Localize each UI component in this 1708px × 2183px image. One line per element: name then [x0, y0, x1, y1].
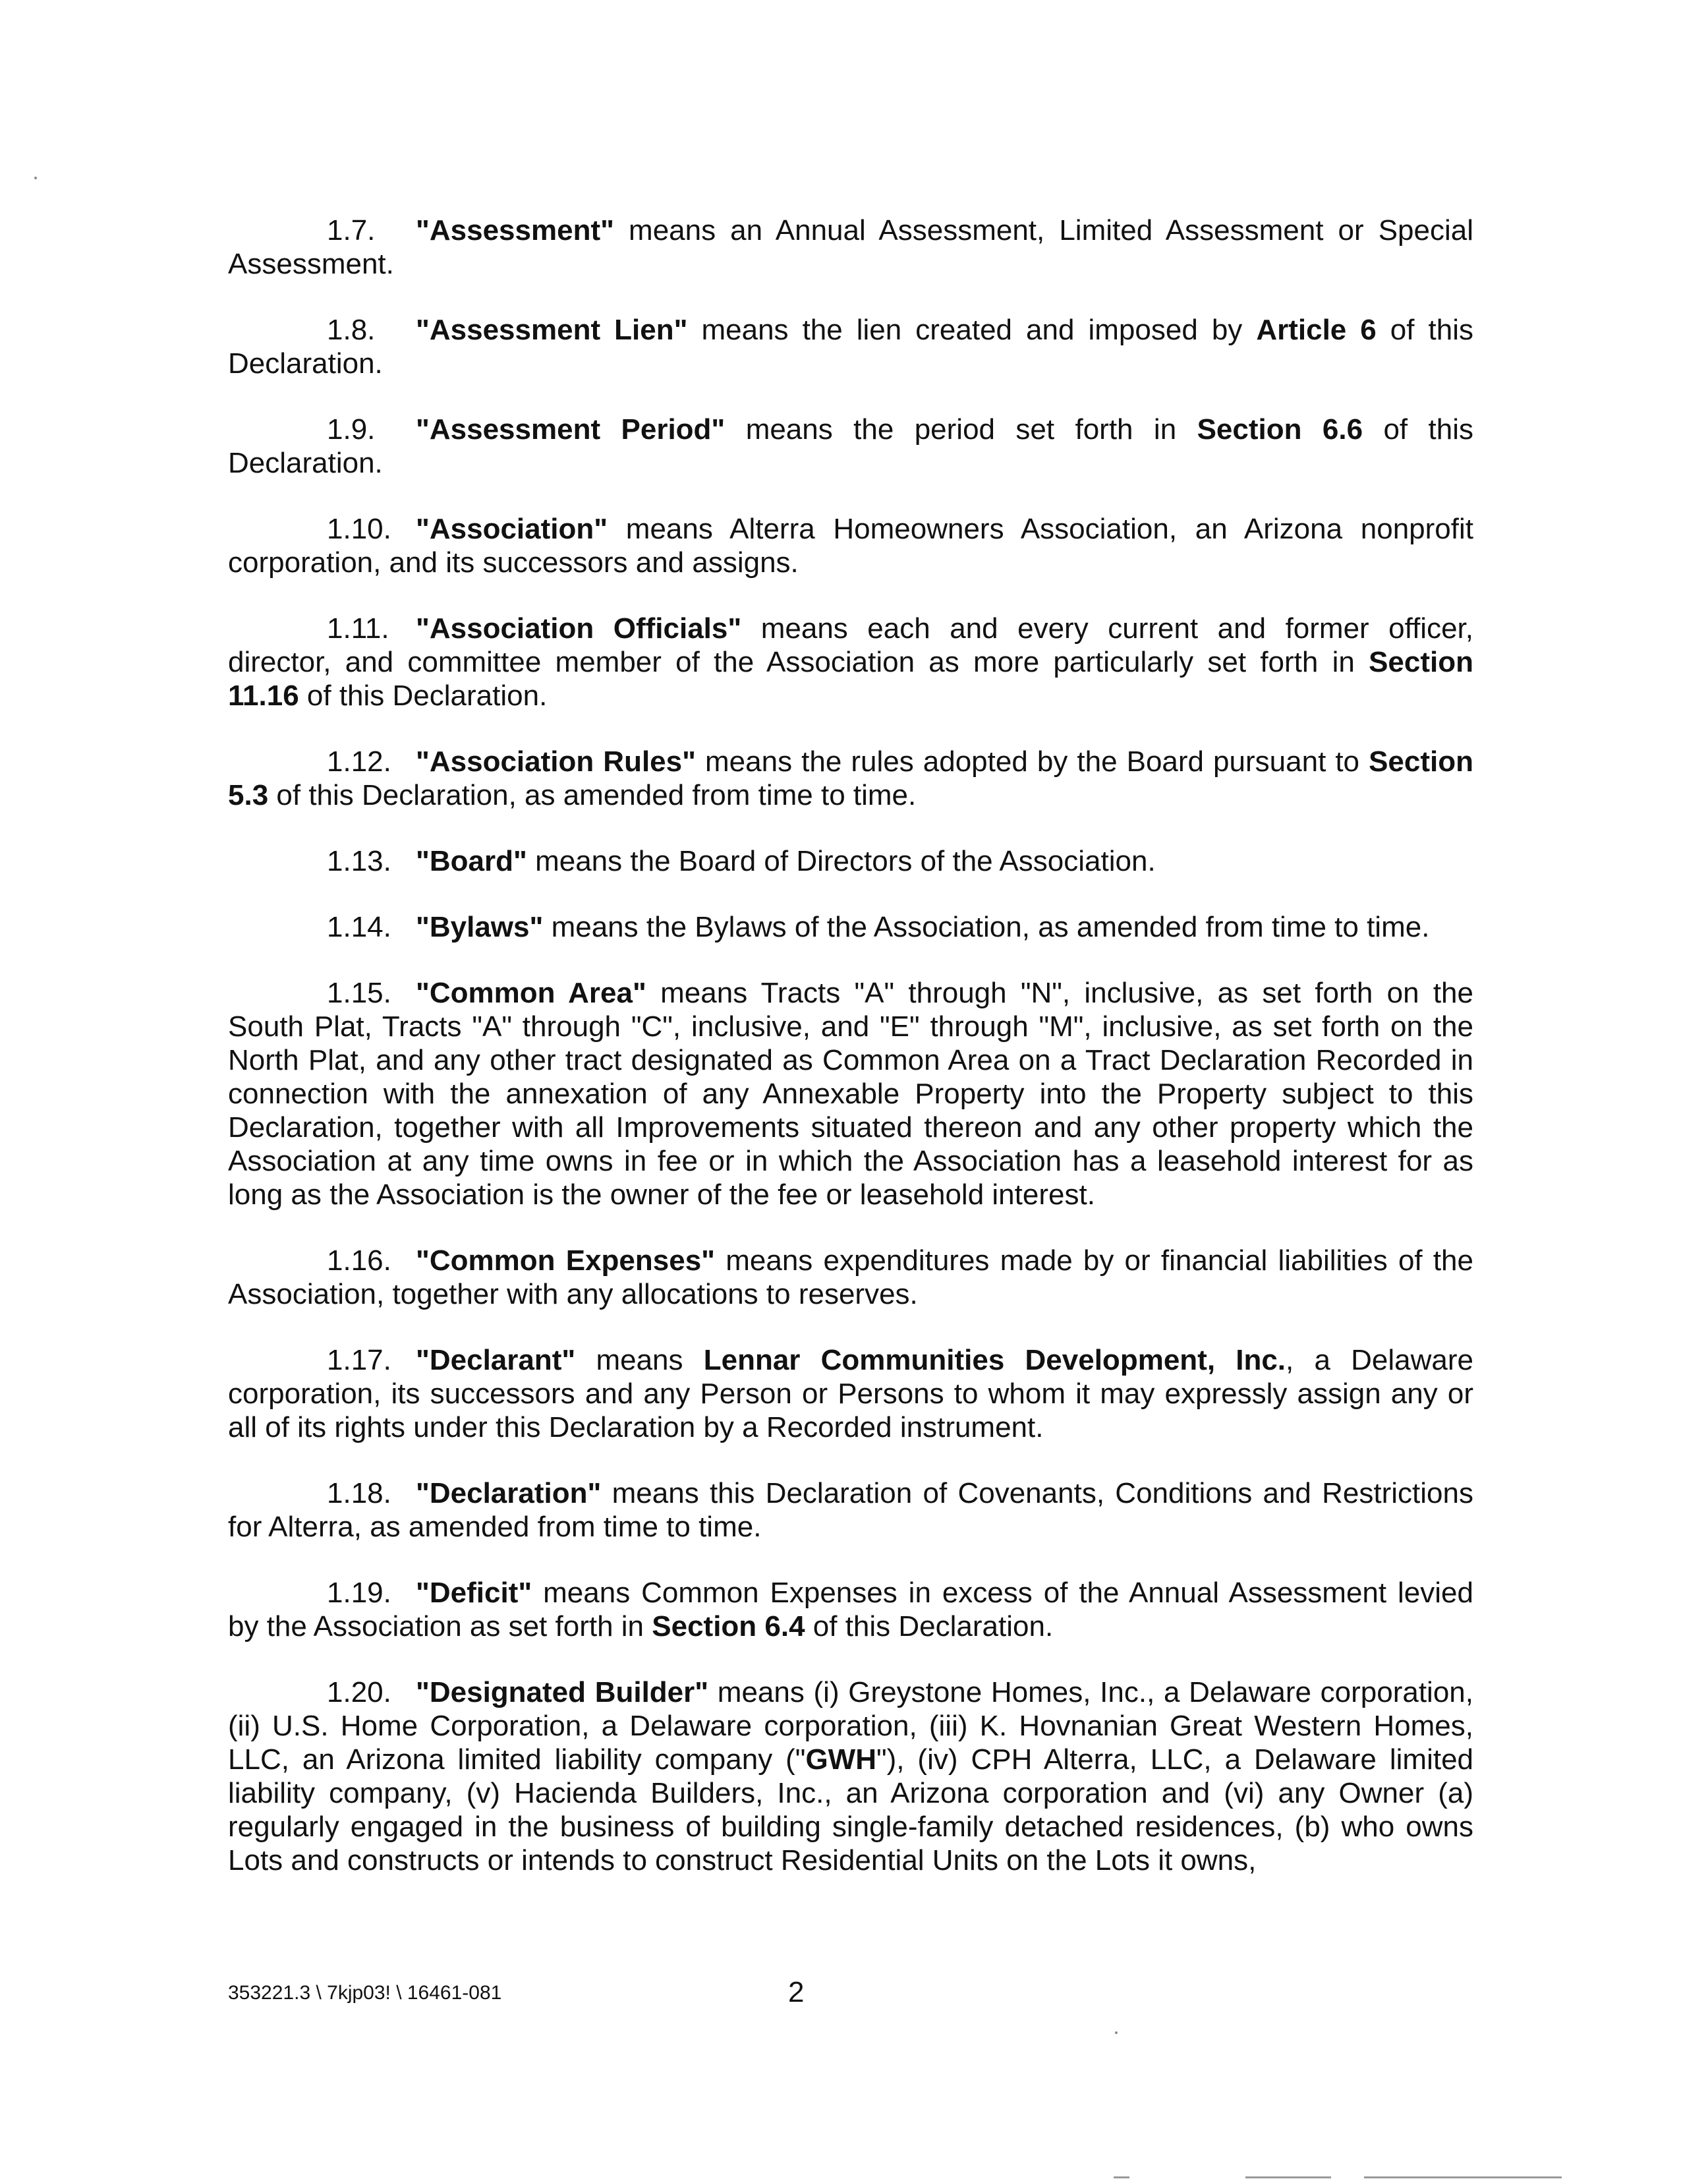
definition-text: of this Declaration, as amended from time to time.	[268, 779, 917, 811]
definition-paragraph	[228, 910, 1473, 944]
definition-text: means the Bylaws of the Association, as amended from time to time.	[543, 911, 1430, 943]
bold-reference: Section 6.4	[652, 1610, 805, 1643]
bold-reference: Lennar Communities Development, Inc.	[703, 1344, 1286, 1376]
definition-paragraph	[228, 1476, 1473, 1544]
defined-term: "Deficit"	[416, 1577, 532, 1609]
section-number: 1.17.	[327, 1344, 391, 1376]
section-number: 1.7.	[327, 214, 376, 247]
definition-text: means the lien created and imposed by	[687, 314, 1257, 346]
definition-text: means expenditures made by or financial liabilities of the Association, together with any allocations to reserves.	[228, 1244, 1473, 1310]
defined-term: "Declaration"	[416, 1477, 602, 1509]
bold-reference: Section 5.3	[228, 745, 1473, 811]
bold-reference: Article 6	[1256, 314, 1377, 346]
footer-document-id: 353221.3 \ 7kjp03! \ 16461-081	[228, 1982, 502, 2004]
definition-text: of this Declaration.	[228, 314, 1473, 380]
scan-artifact	[1114, 2176, 1129, 2178]
section-number: 1.10.	[327, 513, 391, 545]
footer-page-number: 2	[788, 1976, 805, 2008]
scan-artifact	[1115, 2031, 1118, 2034]
definition-paragraph	[228, 512, 1473, 579]
section-number: 1.12.	[327, 745, 391, 778]
definition-paragraph	[228, 745, 1473, 812]
section-number: 1.20.	[327, 1676, 391, 1708]
defined-term: "Declarant"	[416, 1344, 576, 1376]
section-number: 1.13.	[327, 845, 391, 877]
definition-paragraph	[228, 1675, 1473, 1877]
definition-text: means Tracts "A" through "N", inclusive, as set forth on the South Plat, Tracts "A" through "C", inclusive, and "E" through "M", inclusive, as set forth on the North Plat, and any other tract designated as Common Area on a Tract Declaration Recorded in connection with the annexation of any Annexable Property into the Property subject to this Declaration, together with all Improvements situated thereon and any other property which the Association at any time owns in fee or in which the Association has a leasehold interest for as long as the Association is the owner of the fee or leasehold interest.	[228, 977, 1473, 1211]
definition-text: "), (iv) CPH Alterra, LLC, a Delaware limited liability company, (v) Hacienda Builders, Inc., an Arizona corporation and (vi) any Owner (a) regularly engaged in the business of building single-family detached residences, (b) who owns Lots and constructs or intends to construct Residential Units on the Lots it owns,	[228, 1743, 1474, 1877]
defined-term: "Designated Builder"	[416, 1676, 709, 1708]
definition-paragraph	[228, 313, 1473, 380]
defined-term: "Association Officials"	[416, 612, 742, 645]
section-number: 1.14.	[327, 911, 391, 943]
definition-paragraph	[228, 976, 1473, 1211]
section-number: 1.15.	[327, 977, 391, 1009]
bold-reference: Section 11.16	[228, 646, 1473, 712]
definition-paragraph	[228, 1244, 1473, 1311]
section-number: 1.11.	[327, 612, 389, 645]
section-number: 1.16.	[327, 1244, 391, 1277]
section-number: 1.9.	[327, 413, 376, 446]
definition-text: means the rules adopted by the Board pursuant to	[695, 745, 1369, 778]
defined-term: "Common Expenses"	[416, 1244, 716, 1277]
definition-paragraph	[228, 1343, 1473, 1444]
definition-text: of this Declaration.	[805, 1610, 1054, 1643]
definition-paragraph	[228, 413, 1473, 480]
definition-text: means this Declaration of Covenants, Conditions and Restrictions for Alterra, as amended from time to time.	[228, 1477, 1473, 1543]
definition-text: means	[575, 1344, 704, 1376]
defined-term: "Bylaws"	[416, 911, 544, 943]
defined-term: "Common Area"	[416, 977, 646, 1009]
section-number: 1.18.	[327, 1477, 391, 1509]
bold-reference: GWH	[805, 1743, 876, 1776]
definition-text: , a Delaware corporation, its successors and any Person or Persons to whom it may expressly assign any or all of its rights under this Declaration by a Recorded instrument.	[228, 1344, 1474, 1443]
defined-term: "Association Rules"	[416, 745, 696, 778]
definition-paragraph	[228, 844, 1473, 878]
defined-term: "Assessment Lien"	[416, 314, 688, 346]
definition-text: of this Declaration.	[299, 680, 548, 712]
definition-text: means an Annual Assessment, Limited Assessment or Special Assessment.	[228, 214, 1473, 280]
scan-artifact	[1245, 2176, 1331, 2178]
definition-text: means (i) Greystone Homes, Inc., a Delaware corporation, (ii) U.S. Home Corporation, a Delaware corporation, (iii) K. Hovnanian Great Western Homes, LLC, an Arizona limited liability company ("	[228, 1676, 1473, 1776]
defined-term: "Association"	[416, 513, 608, 545]
scan-artifact	[1364, 2176, 1562, 2178]
defined-term: "Assessment"	[416, 214, 614, 247]
section-number: 1.8.	[327, 314, 376, 346]
definition-text: means the period set forth in	[725, 413, 1197, 446]
definition-paragraph	[228, 214, 1473, 281]
definition-text: means Common Expenses in excess of the Annual Assessment levied by the Association as set forth in	[228, 1577, 1473, 1643]
definition-text: means each and every current and former officer, director, and committee member of the Association as more particularly set forth in	[228, 612, 1474, 678]
definition-text: means Alterra Homeowners Association, an Arizona nonprofit corporation, and its successors and assigns.	[228, 513, 1473, 579]
definition-paragraph	[228, 612, 1473, 713]
definition-paragraph	[228, 1576, 1473, 1643]
defined-term: "Assessment Period"	[416, 413, 726, 446]
definition-text: of this Declaration.	[228, 413, 1473, 479]
defined-term: "Board"	[416, 845, 527, 877]
bold-reference: Section 6.6	[1197, 413, 1363, 446]
definitions-list	[228, 214, 1473, 1909]
definition-text: means the Board of Directors of the Association.	[527, 845, 1156, 877]
section-number: 1.19.	[327, 1577, 391, 1609]
scan-artifact	[34, 177, 37, 179]
